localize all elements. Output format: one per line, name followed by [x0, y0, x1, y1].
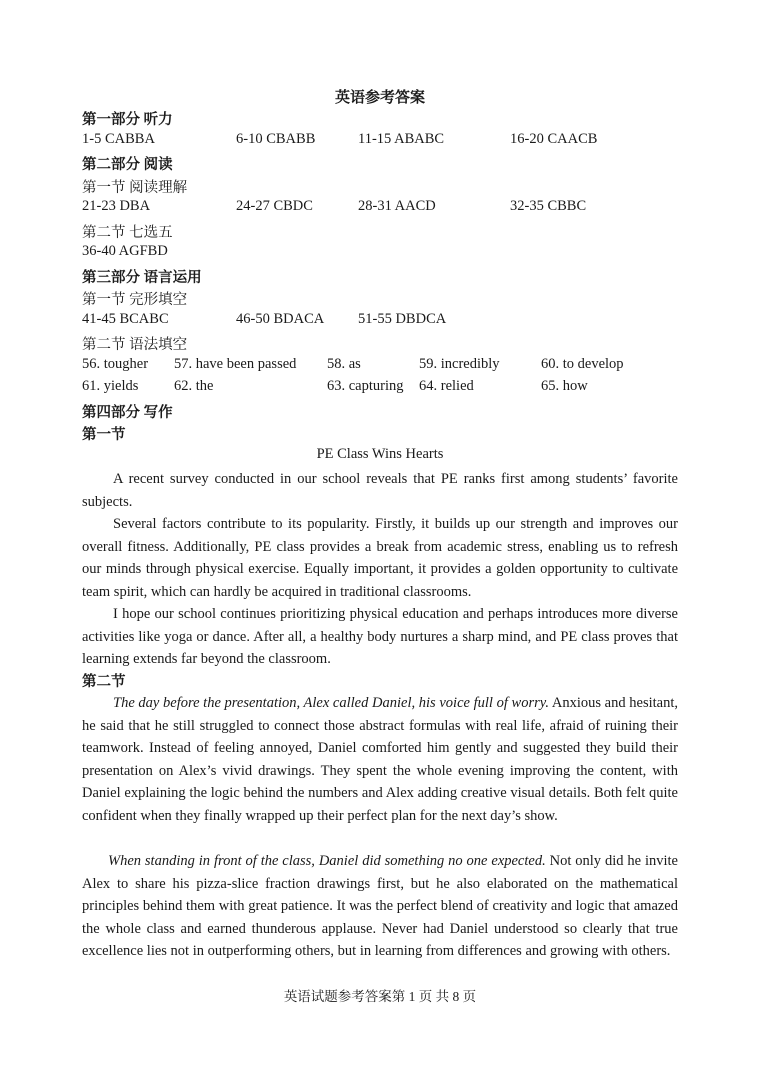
answer-group: 28-31 AACD: [358, 198, 436, 214]
story-paragraph-1: [82, 692, 678, 827]
story-continuation: Anxious and hesitant, he said that he still struggled to connect those abstract formulas with real life, afraid of ruining their teamwork. Instead of feeling annoyed, Daniel comforted him gently and suggested they build their presentation on Alex’s vivid drawings. They spent the whole evening improving the content, with Daniel explaining the logic behind the numbers and Alex adding creative visual details. Both felt quite confident when they finally wrapped up their perfect plan for the next day’s show.: [82, 695, 678, 824]
answer-group: 16-20 CAACB: [510, 131, 598, 147]
grammar-answer: 63. capturing: [327, 378, 404, 394]
story-opening-sentence: When standing in front of the class, Daniel did something no one expected.: [108, 853, 546, 869]
essay-paragraph: I hope our school continues prioritizing physical education and perhaps introduces more diverse activities like yoga or dance. After all, a healthy body nurtures a sharp mind, and PE class proves that learning extends far beyond the classroom.: [82, 606, 678, 667]
grammar-answer: 60. to develop: [541, 356, 624, 372]
writing-section1-heading: 第一节: [82, 427, 126, 443]
answer-group: 41-45 BCABC: [82, 311, 169, 327]
essay-paragraph: Several factors contribute to its popularity. Firstly, it builds up our strength and improves our overall fitness. Additionally, PE class provides a break from academic stress, enabling us to refresh our minds through physical exercise. Equally important, it provides a golden opportunity to cultivate team spirit, which can hardly be acquired in traditional classrooms.: [82, 516, 678, 600]
seven-choose-five-answers: 36-40 AGFBD: [82, 243, 168, 259]
page-footer: 英语试题参考答案第 1 页 共 8 页: [283, 989, 477, 1004]
page-title: 英语参考答案: [334, 90, 425, 106]
essay-title: PE Class Wins Hearts: [316, 446, 444, 462]
part2-heading: 第二部分 阅读: [82, 157, 173, 173]
grammar-answer: 64. relied: [419, 378, 474, 394]
grammar-answer: 65. how: [541, 378, 588, 394]
answer-group: 21-23 DBA: [82, 198, 151, 214]
reading-section2-heading: 第二节 七选五: [82, 225, 173, 241]
answer-group: 24-27 CBDC: [236, 198, 313, 214]
part1-heading: 第一部分 听力: [82, 112, 173, 128]
grammar-answer: 56. tougher: [82, 356, 149, 372]
grammar-answer: 57. have been passed: [174, 356, 297, 372]
part3-heading: 第三部分 语言运用: [82, 270, 202, 286]
answer-group: 32-35 CBBC: [510, 198, 587, 214]
essay-paragraph: A recent survey conducted in our school reveals that PE ranks first among students’ favorite subjects.: [82, 471, 678, 510]
answer-group: 46-50 BDACA: [236, 311, 325, 327]
story-opening-sentence: The day before the presentation, Alex called Daniel, his voice full of worry.: [113, 695, 549, 711]
grammar-answer: 58. as: [327, 356, 361, 372]
grammar-fill-heading: 第二节 语法填空: [82, 337, 188, 353]
story-paragraph-2: [82, 850, 678, 963]
writing-section2-heading: 第二节: [82, 674, 126, 690]
answer-group: 6-10 CBABB: [236, 131, 316, 147]
reading-section1-heading: 第一节 阅读理解: [82, 180, 188, 196]
story-continuation: Not only did he invite Alex to share his pizza-slice fraction drawings first, but he also elaborated on the mathematical principles behind them with great patience. It was the perfect blend of creativity and logic that amazed the whole class and earned thunderous applause. Never had Daniel understood so clearly that true excellence lies not in outperforming others, but in learning from differences and growing with others.: [82, 853, 678, 959]
grammar-answer: 59. incredibly: [419, 356, 500, 372]
answer-group: 51-55 DBDCA: [358, 311, 447, 327]
cloze-heading: 第一节 完形填空: [82, 292, 188, 308]
grammar-answer: 61. yields: [82, 378, 139, 394]
answer-group: 1-5 CABBA: [82, 131, 155, 147]
answer-group: 11-15 ABABC: [358, 131, 445, 147]
grammar-answer: 62. the: [174, 378, 214, 394]
part4-heading: 第四部分 写作: [82, 405, 173, 421]
